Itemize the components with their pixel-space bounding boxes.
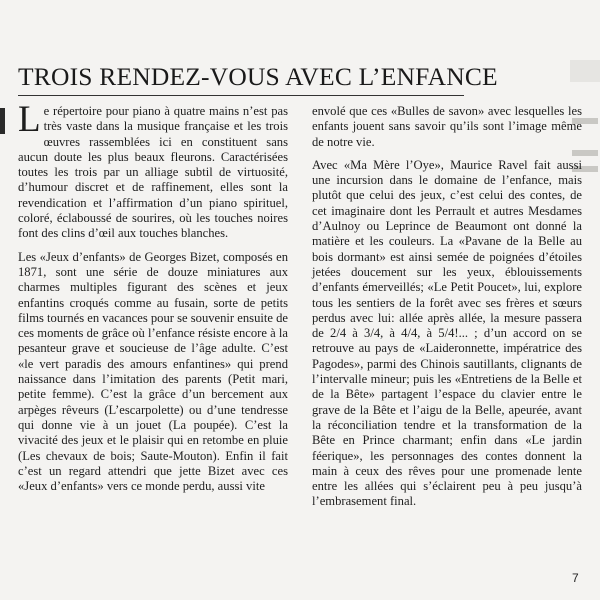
paragraph-text: e répertoire pour piano à quatre mains n’est pas très vaste dans la musique française et les trois œuvres rassemblées ici en constituent sans aucun doute les plus beaux fleurons. Caractérisées toutes les trois par un alliage subtil de virtuosité, d’humour discret et de raffinement, elles sont la revendication et l’affirmation d’un piano spirituel, coloré, éclaboussé de sourires, où les touches noires font des clins d’œil aux touches blanches. bbox=[18, 104, 288, 241]
page-title: TROIS RENDEZ-VOUS AVEC L’ENFANCE bbox=[18, 62, 498, 91]
paragraph: Avec «Ma Mère l’Oye», Maurice Ravel fait aussi une incursion dans le domaine de l’enfance, mais plutôt que celui des jeux, c’est celui des contes, de cet imaginaire dont les Perrault et autres Mesdames d’Aulnoy ou Leprince de Beaumont ont donné la matière et les couleurs. La «Pavane de la Belle au bois dormant» est ainsi semée de poignées d’étoiles jetées doucement sur les yeux, éblouissements d’enfants émerveillés; «Le Petit Poucet», lui, explore tous les sentiers de la forêt avec ses frères et sœurs perdus avec lui: allée après allée, la mesure passera de 2/4 à 3/4, à 4/4, à 5/4!... ; d’un accord on se retrouve au pays de «Laideronnette, impératrice des Pagodes», parmi des Chinois sautillants, clignants de l’intervalle mineur; puis les «Entretiens de la Belle et de la Bête» partagent l’espace du clavier entre le grave de la Bête et l’aigu de la Belle, apeurée, avant la réconciliation tendre et la transformation de la Bête en Prince charmant; enfin dans «Le jardin féerique», les personnages des contes donnent la main à ceux des rêves pour une promenade lente entre les allées qui s’éclairent peu à peu jusqu’à l’embrasement final. bbox=[312, 157, 582, 509]
page-number: 7 bbox=[572, 571, 579, 585]
right-column bbox=[312, 104, 582, 518]
paragraph bbox=[18, 99, 288, 242]
left-column bbox=[18, 99, 288, 502]
drop-cap: L bbox=[18, 99, 41, 140]
page-edge-mark bbox=[0, 108, 5, 134]
title-rule bbox=[18, 95, 464, 96]
adjacent-page-edge bbox=[570, 60, 600, 82]
paragraph: envolé que ces «Bulles de savon» avec lesquelles les enfants jouent sans savoir qu’ils sont l’image même de notre vie. bbox=[312, 104, 582, 149]
paragraph: Les «Jeux d’enfants» de Georges Bizet, composés en 1871, sont une série de douze miniatures aux charmes multiples figurant des scènes et jeux enfantins croqués comme au fusain, sorte de petits films tournés en vacances pour se souvenir ensuite de ces moments de grâce où l’enfance résiste encore à la pesanteur grave et soucieuse de l’âge adulte. C’est «le vert paradis des amours enfantines» qui prend naissance dans l’imitation des parents (Petit mari, petite femme). C’est la grâce d’un bercement aux arpèges rêveurs (L’escarpolette) ou d’une tendresse qui donne vie à un jouet (La poupée). C’est la vivacité des jeux et le plaisir qui en retombe en pluie (Les chevaux de bois; Saute-Mouton). Enfin il fait c’est un regard attendri que jette Bizet avec ces «Jeux d’enfants» vers ce monde perdu, aussi vite bbox=[18, 249, 288, 494]
